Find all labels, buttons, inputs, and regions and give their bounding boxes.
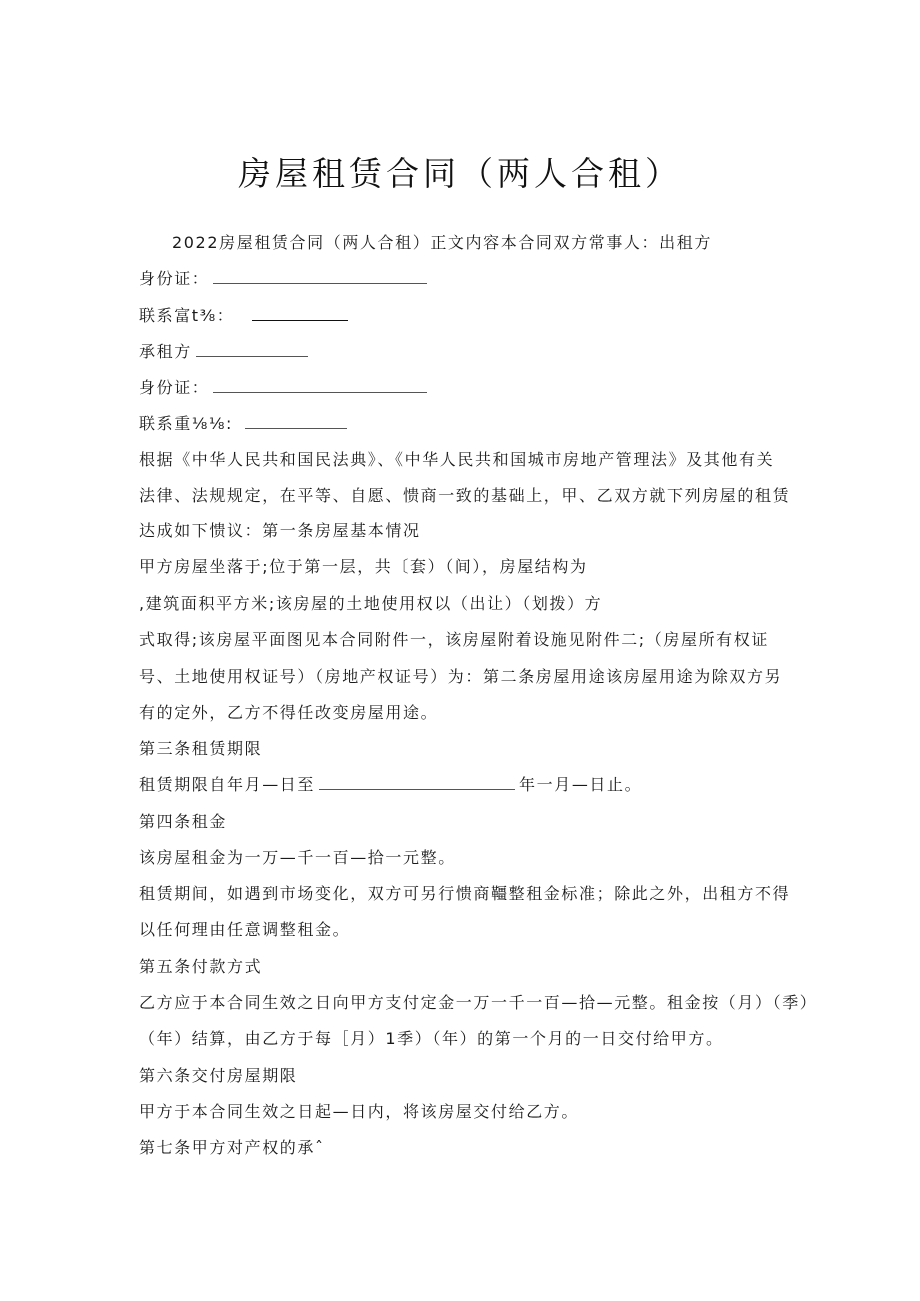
- lessor-id-blank: [213, 269, 427, 284]
- article-4-text-2: 租赁期间，如遇到市场变化，双方可另行愦商韁整租金标准；除此之外，出租方不得: [139, 884, 791, 903]
- lessee-label: 承租方: [139, 342, 192, 361]
- article-5-heading: 第五条付款方式: [139, 957, 263, 976]
- house-paragraph-line-1: 甲方房屋坐落于;位于第一层，共〔套）（间），房屋结构为: [139, 557, 588, 576]
- intro-line: 2022房屋租赁合同（两人合租）正文内容本合同双方常事人：出租方: [172, 233, 712, 252]
- article-7-heading: 第七条甲方对产权的承ˆ: [139, 1138, 325, 1157]
- lessee-phone-blank: [245, 414, 347, 429]
- lessor-phone-line: [139, 306, 348, 326]
- article-3-heading: 第三条租赁期限: [139, 739, 263, 758]
- lessor-id-line: [139, 269, 427, 289]
- lessor-id-label: 身份证：: [139, 269, 210, 288]
- lessee-id-label: 身份证：: [139, 378, 210, 397]
- document-title: 房屋租赁合同（两人合租）: [238, 154, 682, 193]
- lease-term-blank: [319, 775, 515, 790]
- basis-paragraph-line-2: 法律、法规规定，在平等、自愿、愦商一致的基础上，甲、乙双方就下列房屋的租赁: [139, 486, 791, 505]
- basis-paragraph-line-3: 达成如下愦议：第一条房屋基本情况: [139, 521, 421, 540]
- lessee-phone-line: [139, 414, 347, 434]
- house-paragraph-line-5: 有的定外，乙方不得任改变房屋用途。: [139, 703, 439, 722]
- article-6-text: 甲方于本合同生效之日起—日内，将该房屋交付给乙方。: [139, 1102, 580, 1121]
- lessee-blank: [196, 342, 308, 357]
- article-4-heading: 第四条租金: [139, 812, 228, 831]
- house-paragraph-line-3: 式取得;该房屋平面图见本合同附件一，该房屋附着设施见附件二;（房屋所有权证: [139, 630, 769, 649]
- basis-paragraph-line-1: 根据《中华人民共和国民法典》、《中华人民共和国城市房地产管理法》及其他有关: [139, 450, 775, 469]
- lessee-id-blank: [213, 378, 427, 393]
- article-4-text-3: 以任何理由任意调整租金。: [139, 920, 351, 939]
- article-5-text-1: 乙方应于本合同生效之日向甲方支付定金一万一千一百—拾—元整。租金按（月）（季）: [139, 993, 818, 1012]
- lessee-line: [139, 342, 308, 362]
- lessor-phone-blank: [252, 306, 348, 321]
- lessee-phone-label: 联系重⅛⅛:: [139, 414, 234, 433]
- lease-term-end: 年一月—日止。: [519, 775, 643, 794]
- lease-term-start: 租赁期限自年月—日至: [139, 775, 316, 794]
- article-3-text: [139, 775, 642, 795]
- house-paragraph-line-2: ,建筑面积平方米;该房屋的土地使用权以（出让）（划拨）方: [139, 594, 603, 613]
- article-5-text-2: （年）结算，由乙方于每［月）1季）（年）的第一个月的一日交付给甲方。: [139, 1029, 724, 1048]
- lessee-id-line: [139, 378, 427, 398]
- article-4-text-1: 该房屋租金为一万—千一百—拾一元整。: [139, 848, 456, 867]
- article-6-heading: 第六条交付房屋期限: [139, 1066, 298, 1085]
- house-paragraph-line-4: 号、土地使用权证号）（房地产权证号）为：第二条房屋用途该房屋用途为除双方另: [139, 667, 783, 686]
- lessor-phone-label: 联系富t⅜：: [139, 306, 235, 325]
